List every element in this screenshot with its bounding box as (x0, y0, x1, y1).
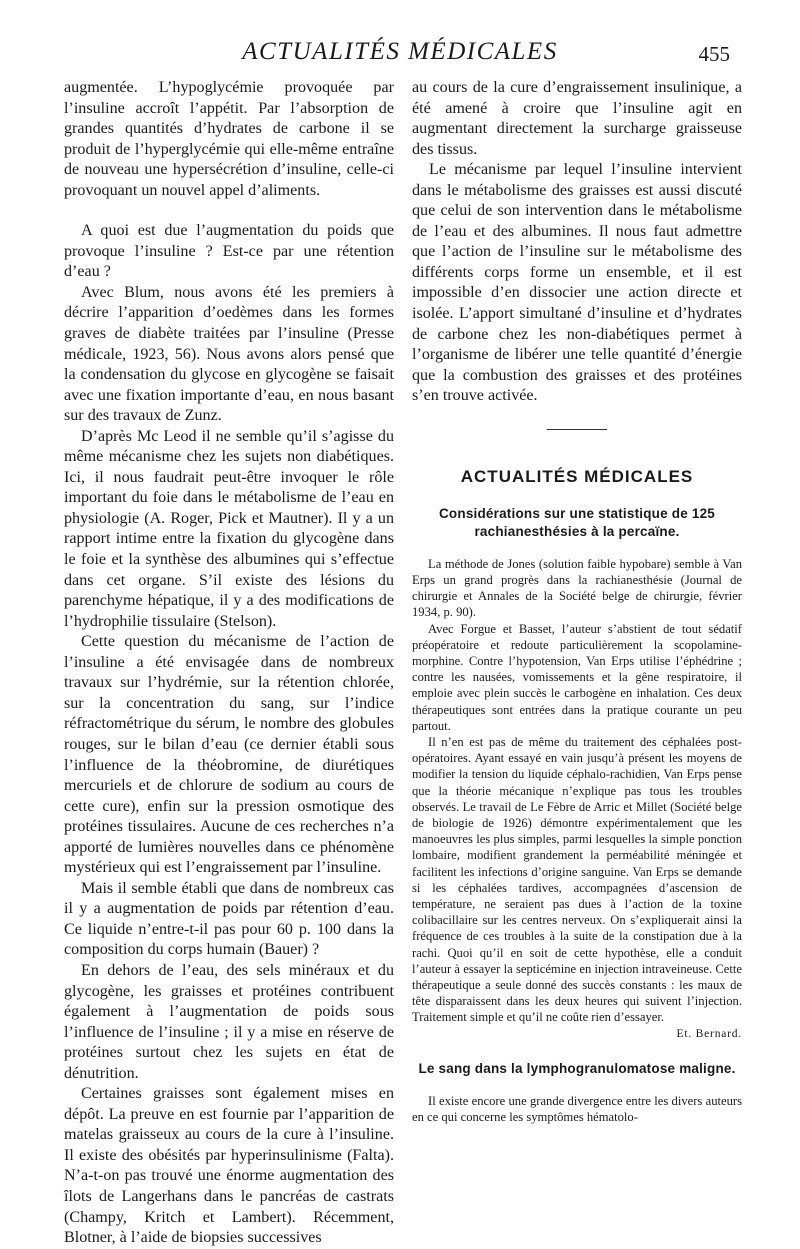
article-title: Le sang dans la lymphogranulomatose maligne. (418, 1060, 736, 1076)
paragraph: D’après Mc Leod il ne semble qu’il s’agisse du même mécanisme chez les sujets non diabétiques. Ici, il nous faudrait peut-être invoquer le rôle important du foie dans le métabolisme de l’eau en physiologie (A. Roger, Pick et Mautner). Il y a un rapport intime entre la fixation du glycogène dans le foie et la synthèse des albumines qui s’effectue dans cet organe. S’il existe des lésions du parenchyme hépatique, il y a des modifications de l’hydrophilie tissulaire (Stelson). (64, 427, 394, 630)
section-divider (547, 429, 607, 430)
page-number: 455 (698, 42, 730, 66)
article-title: Considérations sur une statistique de 125 rachianesthésies à la percaïne. (438, 505, 716, 539)
paragraph: En dehors de l’eau, des sels minéraux et du glycogène, les graisses et protéines contribuent également à l’augmentation de poids sous l’influence de l’insuline ; il y a mise en réserve de protéines surtout chez les sujets en état de dénutrition. (64, 961, 394, 1082)
paragraph: Le mécanisme par lequel l’insuline intervient dans le métabolisme des graisses est aussi discuté que celui de son intervention dans le métabolisme de l’eau et des albumines. Il nous faut admettre que l’action de l’insuline sur le métabolisme des différents corps forme un ensemble, et il est impossible d’en dissocier une action directe et isolée. L’apport simultané d’insuline et d’hydrates de carbone chez les non-diabétiques permet à l’organisme de libérer une telle quantité d’énergie que la combustion des graisses et des protéines s’en trouve activée. (412, 161, 742, 405)
article-body (412, 1093, 742, 1125)
running-head (0, 38, 800, 74)
paragraph: Certaines graisses sont également mises en dépôt. La preuve en est fournie par l’apparition de matelas graisseux au cours de la cure à l’insuline. Il existe des obésités par hyperinsulinisme (Falta). N’a-t-on pas trouvé une énorme augmentation des îlots de Langerhans dans le pancréas de castrats (Champy, Kritch et Lambert). Récemment, Blotner, à l’aide de biopsies successives (64, 1085, 394, 1247)
paragraph: Il n’en est pas de même du traitement des céphalées post-opératoires. Ayant essayé en vain jusqu’à présent les moyens de modifier la tension du liquide céphalo-rachidien, Van Erps pense que la théorie mécanique n’explique pas tous les troubles observés. Le travail de Le Fèbre de Arric et Millet (Société belge de biologie de 1926) démontre expérimentalement que les manoeuvres les plus simples, parmi lesquelles la simple ponction lombaire, modifient grandement la perméabilité méningée et facilitent les infections d’origine sanguine. Van Erps se demande si les céphalées tardives, accompagnées d’ascension de température, ne seraient pas dues à l’action de la toxine colibacillaire sur les centres nerveux. On s’expliquerait ainsi la fréquence de ces troubles à la suite de la constipation due à la rachi. Quoi qu’il en soit de cette hypothèse, elle a conduit l’auteur à essayer la septicémine en injection intraveineuse. Cette thérapeutique a seule donné des succès constants : les maux de tête disparaissent dans les deux heures qui suivent l’injection. Traitement simple et qu’il ne coûte rien d’essayer. (412, 734, 742, 1025)
left-column (64, 78, 394, 1249)
right-column (412, 78, 742, 1125)
running-title: ACTUALITÉS MÉDICALES (242, 38, 558, 65)
paragraph: Avec Forgue et Basset, l’auteur s’abstient de tout sédatif préopératoire et redoute particulièrement la scopolamine-morphine. Contre l’hypotension, Van Erps utilise l’éphédrine ; contre les nausées, vomissements et la gêne respiratoire, il emploie avec plein succès le carbogène en inhalation. Ces deux thérapeutiques sont entrées dans la pratique courante un peu partout. (412, 621, 742, 733)
article-body (412, 556, 742, 1026)
paragraph: A quoi est due l’augmentation du poids que provoque l’insuline ? Est-ce par une rétention d’eau ? (64, 222, 394, 281)
paragraph: Il existe encore une grande divergence entre les divers auteurs en ce qui concerne les symptômes hématolo- (412, 1093, 742, 1124)
paragraph-gap (64, 201, 394, 221)
paragraph: Cette question du mécanisme de l’action de l’insuline a été envisagée dans de nombreux travaux sur l’hydrémie, sur la rétention chlorée, sur la concentration du sang, sur l’indice réfractométrique du sérum, le nombre des globules rouges, sur le bilan d’eau (ce dernier établi sous l’influence de la théobromine, de diurétiques mercuriels et de chlorure de sodium au cours de cette cure), enfin sur la pression osmotique des protéines tissulaires. Aucune de ces recherches n’a apporté de lumières nouvelles dans ce phénomène mystérieux qui est l’engraissement par l’insuline. (64, 633, 394, 877)
paragraph: augmentée. L’hypoglycémie provoquée par l’insuline accroît l’appétit. Par l’absorption de grandes quantités d’hydrates de carbone il se produit de l’hyperglycémie qui elle-même entraîne de nouveau une hypersécrétion d’insuline, celle-ci provoquant un nouvel appel d’aliments. (64, 79, 394, 199)
paragraph: Mais il semble établi que dans de nombreux cas il y a augmentation de poids par rétention d’eau. Ce liquide n’entre-t-il pas pour 60 p. 100 dans la composition du corps humain (Bauer) ? (64, 879, 394, 959)
section-title: ACTUALITÉS MÉDICALES (460, 466, 694, 486)
paragraph: La méthode de Jones (solution faible hypobare) semble à Van Erps un grand progrès dans la rachianesthésie (Journal de chirurgie et Annales de la Société belge de chirurgie, février 1934, p. 90). (412, 556, 742, 620)
author-signature: Et. Bernard. (676, 1027, 742, 1040)
paragraph: au cours de la cure d’engraissement insulinique, a été amené à croire que l’insuline agit en augmentant directement la surcharge graisseuse des tissus. (412, 79, 742, 158)
paragraph: Avec Blum, nous avons été les premiers à décrire l’apparition d’oedèmes dans les formes graves de diabète traitées par l’insuline (Presse médicale, 1923, 56). Nous avons alors pensé que la condensation du glycose en glycogène se faisait avec une fixation importante d’eau, en nous basant sur des travaux de Zunz. (64, 283, 394, 425)
